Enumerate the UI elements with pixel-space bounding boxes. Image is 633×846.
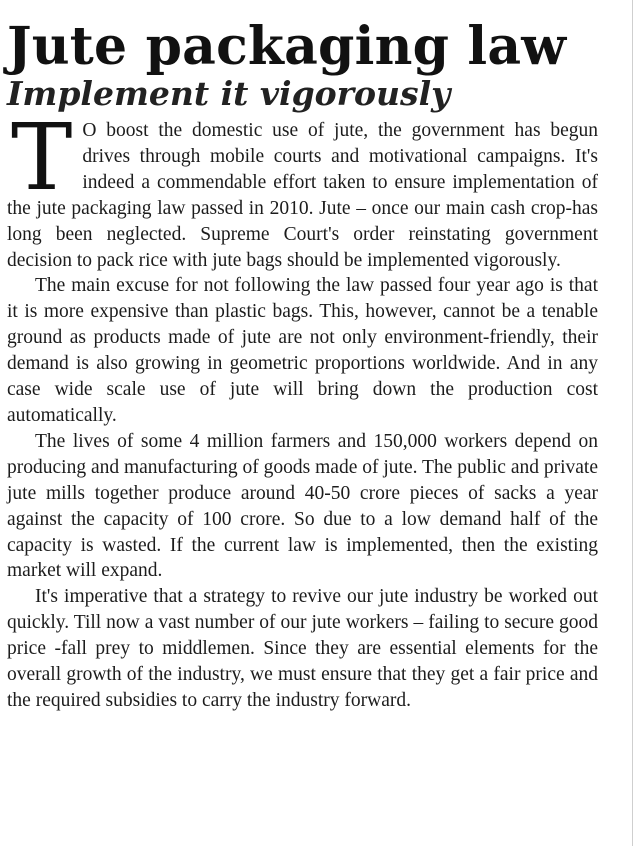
paragraph-2: The main excuse for not following the law passed four year ago is that it is more expensive than plastic bags. This, however, cannot be a tenable ground as products made of jute are not only environment-friendly, their demand is also growing in geometric proportions worldwide. And in any case wide scale use of jute will bring down the production cost automatically.	[7, 275, 598, 426]
article-body	[7, 104, 598, 714]
paragraph-3: The lives of some 4 million farmers and 150,000 workers depend on producing and manufacturing of goods made of jute. The public and private jute mills together produce around 40-50 crore pieces of sacks a year against the capacity of 100 crore. So due to a low demand half of the capacity is wasted. If the current law is implemented, then the existing market will expand.	[7, 430, 598, 582]
paragraph-4: It's imperative that a strategy to revive our jute industry be worked out quickly. Till now a vast number of our jute workers – failing to secure good price -fall prey to middlemen. Since they are essential elements for the overall growth of the industry, we must ensure that they get a fair price and the required subsidies to carry the industry forward.	[7, 586, 598, 711]
paragraph-1	[7, 104, 598, 273]
paragraph-1-text: O boost the domestic use of jute, the government has begun drives through mobile courts and motivational campaigns. It's indeed a commendable effort taken to ensure implementation of the jute packaging law passed in 2010. Jute – once our main cash crop-has long been neglected. Supreme Court's order reinstating government decision to pack rice with jute bags should be implemented vigorously.	[7, 120, 598, 271]
subheadline: Implement it vigorously	[7, 74, 451, 113]
headline: Jute packaging law	[7, 16, 567, 77]
drop-cap: T	[11, 104, 73, 211]
